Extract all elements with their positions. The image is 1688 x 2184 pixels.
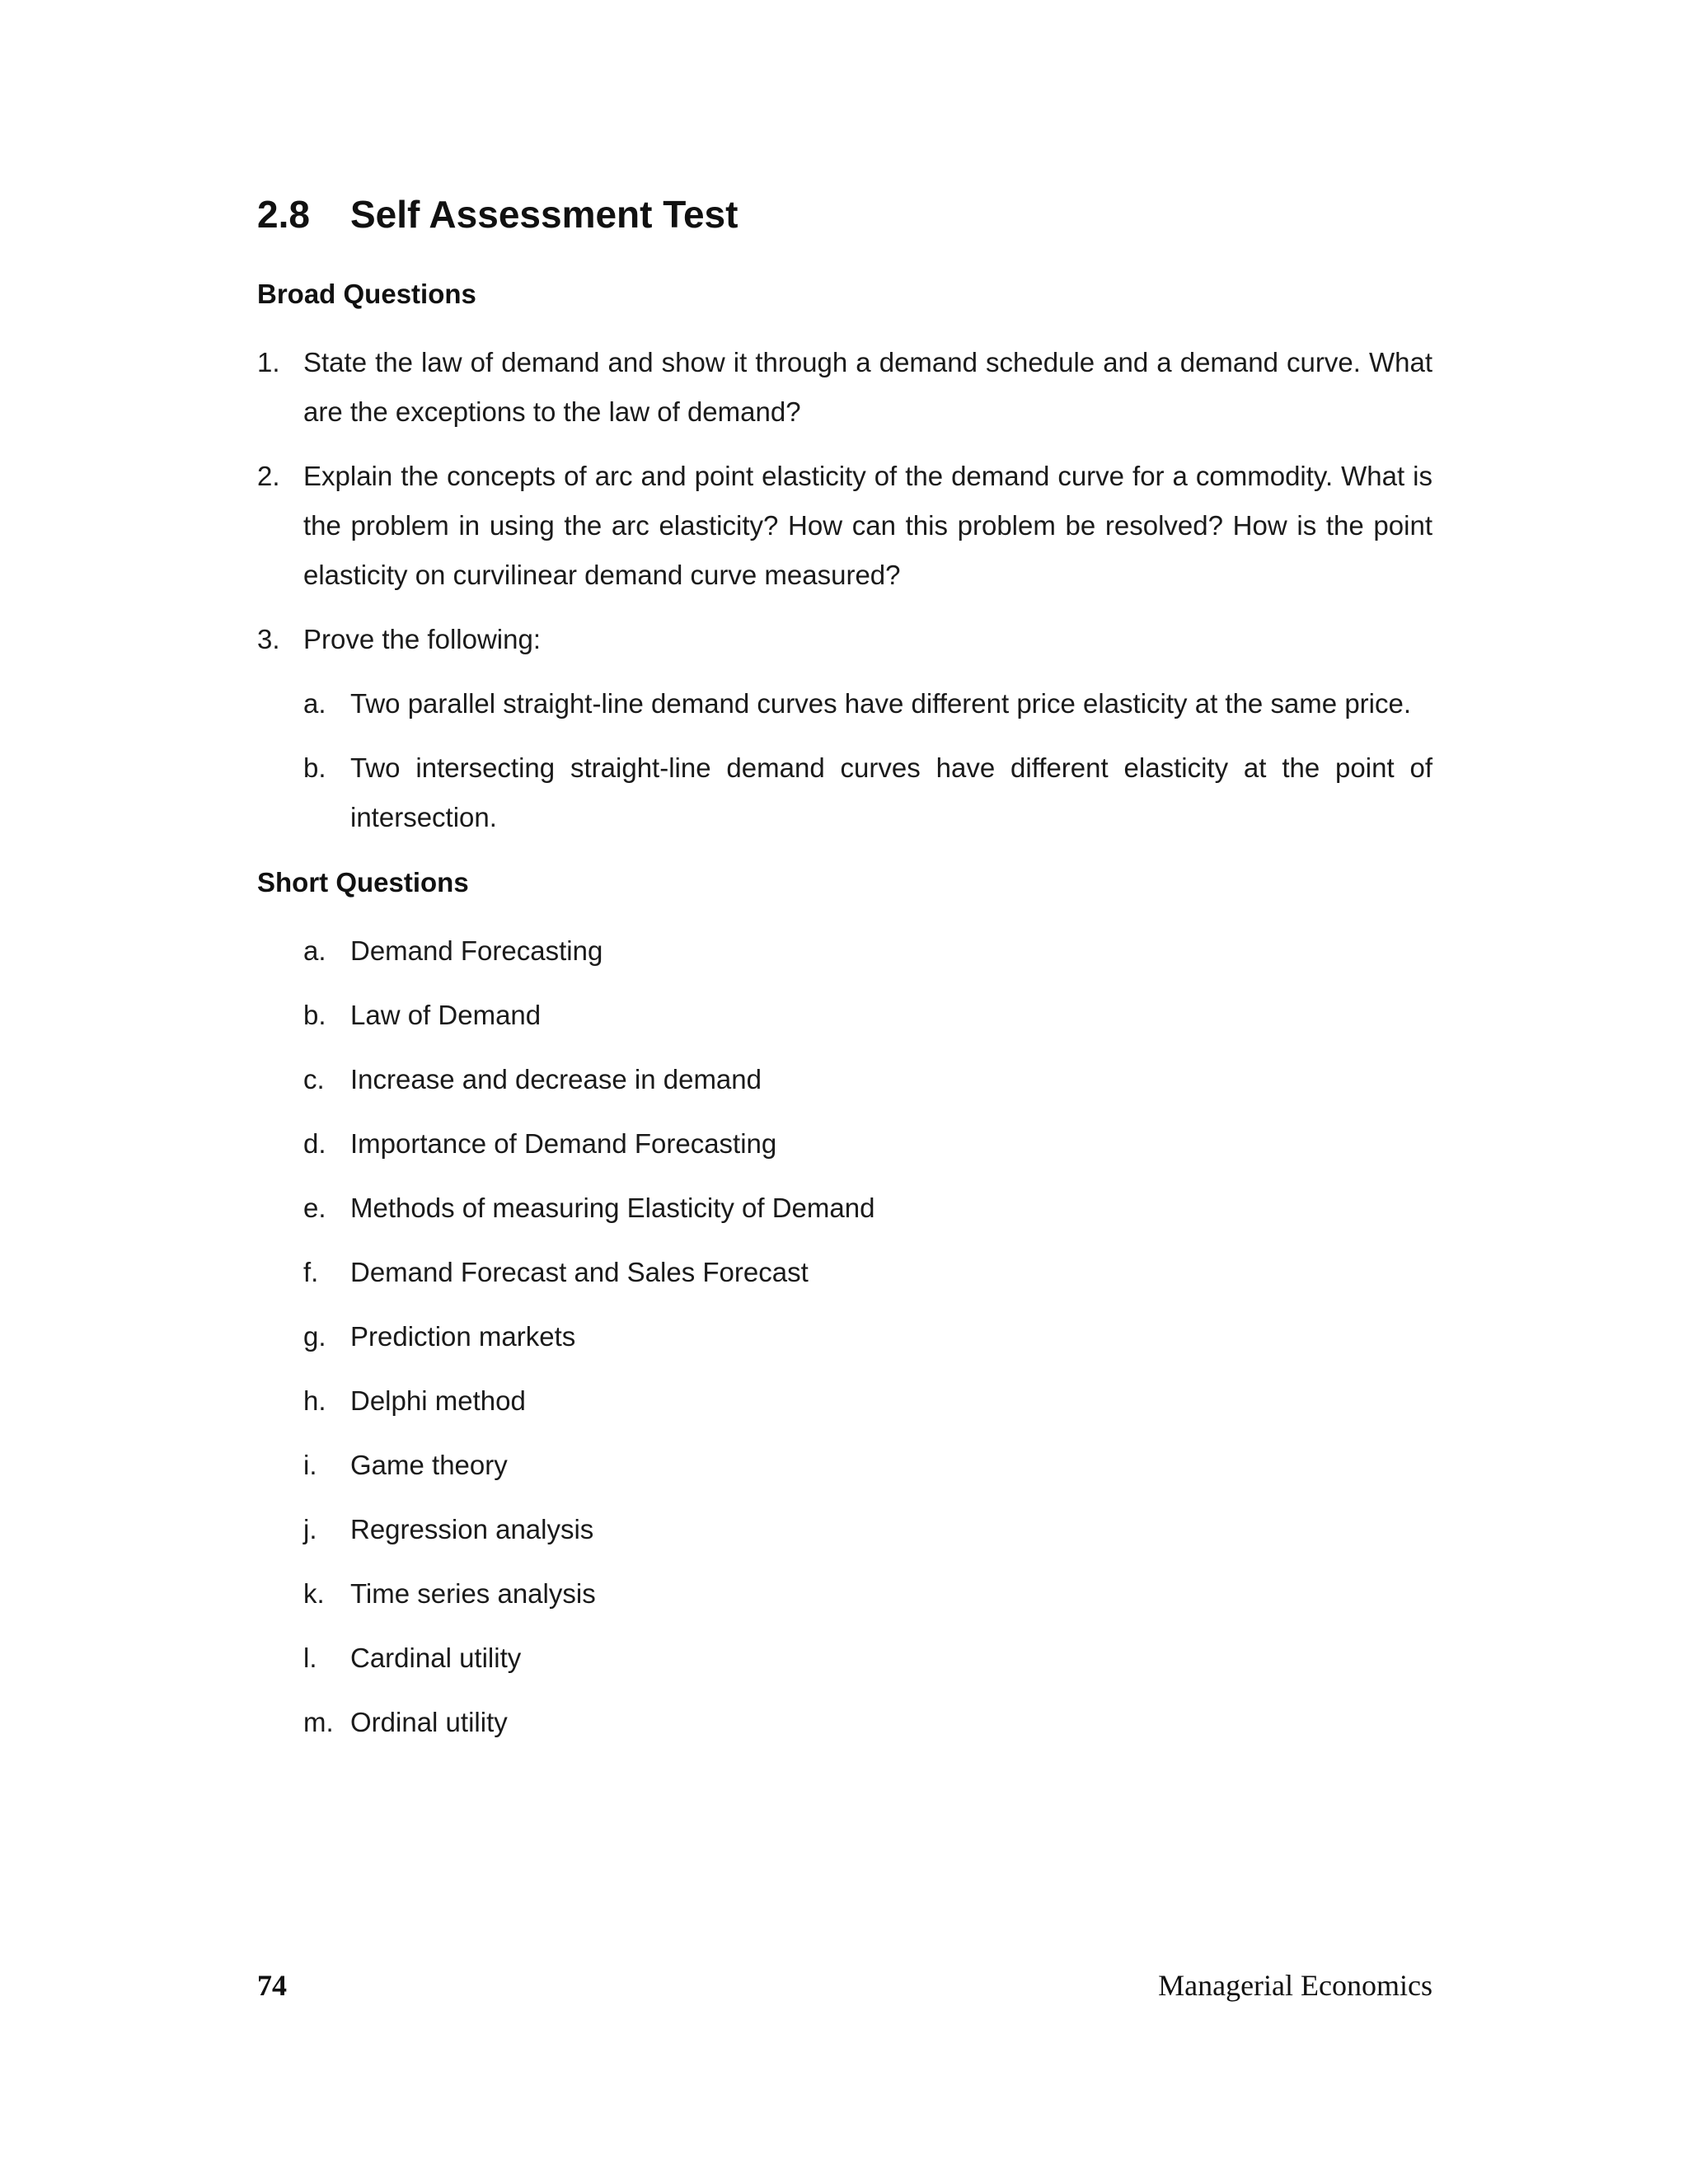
question-text: State the law of demand and show it through a demand schedule and a demand curve. What are the exceptions to the law of demand? <box>303 347 1432 427</box>
short-question-letter: k. <box>303 1578 325 1609</box>
section-number: 2.8 <box>257 193 310 236</box>
question-number: 2. <box>257 461 280 491</box>
short-question-text: Methods of measuring Elasticity of Demand <box>350 1193 875 1223</box>
short-question <box>303 1441 1432 1490</box>
question-number: 3. <box>257 624 280 654</box>
short-question <box>303 1119 1432 1169</box>
question-text: Prove the following: <box>303 624 541 654</box>
subquestion-letter: a. <box>303 688 326 719</box>
short-question-text: Regression analysis <box>350 1514 594 1544</box>
subquestion-letter: b. <box>303 752 326 783</box>
short-question-letter: b. <box>303 1000 326 1030</box>
short-question-letter: e. <box>303 1193 326 1223</box>
short-question <box>303 1376 1432 1426</box>
short-question-text: Time series analysis <box>350 1578 596 1609</box>
short-question <box>303 1183 1432 1233</box>
short-question-text: Demand Forecast and Sales Forecast <box>350 1257 809 1287</box>
subquestion-text: Two parallel straight-line demand curves have different price elasticity at the same price. <box>350 688 1412 719</box>
short-question-text: Ordinal utility <box>350 1707 508 1737</box>
short-question-letter: m. <box>303 1707 334 1737</box>
short-question-letter: c. <box>303 1064 325 1094</box>
short-question-text: Importance of Demand Forecasting <box>350 1128 777 1159</box>
question-number: 1. <box>257 347 280 377</box>
short-question <box>303 926 1432 976</box>
book-title: Managerial Economics <box>1158 1969 1432 2002</box>
short-question-letter: a. <box>303 935 326 966</box>
short-question-letter: h. <box>303 1385 326 1416</box>
short-question <box>303 1312 1432 1361</box>
broad-subquestion <box>303 679 1432 729</box>
page-footer <box>257 1965 1432 2006</box>
broad-question <box>257 452 1432 600</box>
question-text: Explain the concepts of arc and point elasticity of the demand curve for a commodity. What is the problem in using the arc elasticity? How can this problem be resolved? How is the point elasticity on curvilinear demand curve measured? <box>303 461 1432 590</box>
short-question-text: Demand Forecasting <box>350 935 603 966</box>
broad-subquestion <box>303 743 1432 842</box>
short-question-letter: j. <box>303 1514 317 1544</box>
section-title: Self Assessment Test <box>350 193 738 236</box>
short-question-letter: i. <box>303 1450 317 1480</box>
page-number: 74 <box>257 1969 287 2002</box>
short-question-text: Law of Demand <box>350 1000 542 1030</box>
short-question-text: Game theory <box>350 1450 508 1480</box>
short-question-letter: d. <box>303 1128 326 1159</box>
short-question <box>303 1055 1432 1104</box>
short-question-text: Cardinal utility <box>350 1643 522 1673</box>
short-question-text: Increase and decrease in demand <box>350 1064 762 1094</box>
broad-question <box>257 615 1432 664</box>
page-content <box>257 188 1432 1762</box>
broad-question <box>257 338 1432 437</box>
short-question <box>303 991 1432 1040</box>
short-question-letter: f. <box>303 1257 319 1287</box>
short-question <box>303 1505 1432 1554</box>
subquestion-text: Two intersecting straight-line demand curves have different elasticity at the point of intersection. <box>350 752 1432 832</box>
short-question <box>303 1569 1432 1619</box>
short-question-text: Delphi method <box>350 1385 526 1416</box>
broad-questions-heading: Broad Questions <box>257 279 476 309</box>
short-question-text: Prediction markets <box>350 1321 576 1352</box>
short-question <box>303 1698 1432 1747</box>
short-question <box>303 1248 1432 1297</box>
short-questions-heading: Short Questions <box>257 867 469 898</box>
short-question <box>303 1633 1432 1683</box>
short-question-letter: g. <box>303 1321 326 1352</box>
section-heading <box>257 188 1432 241</box>
short-question-letter: l. <box>303 1643 317 1673</box>
